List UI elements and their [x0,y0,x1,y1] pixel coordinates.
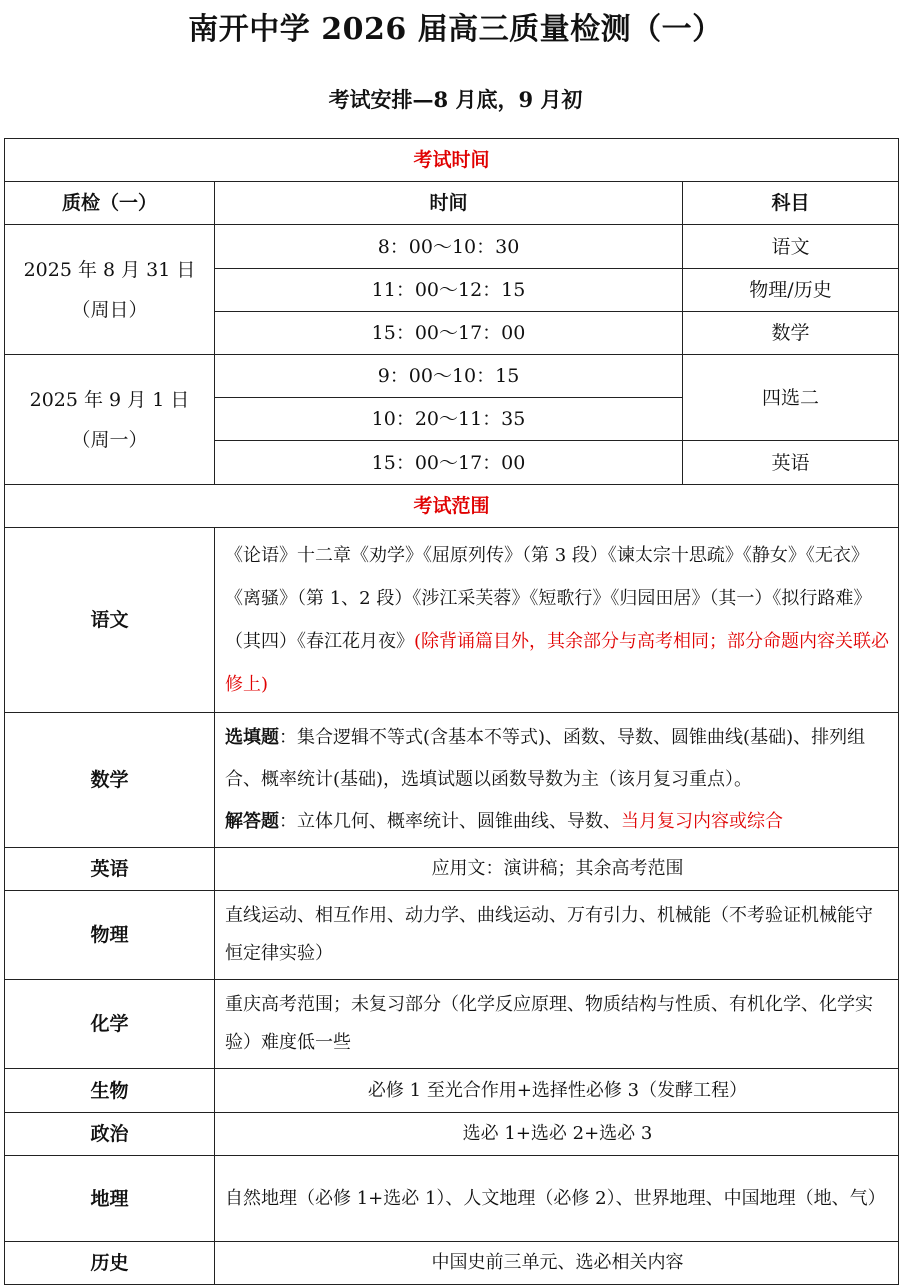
day1-slot2-time: 11：00～12：15 [215,269,683,312]
math-text-fill: ：集合逻辑不等式(含基本不等式)、函数、导数、圆锥曲线(基础)、排列组合、概率统计(基础)，选填试题以函数导数为主（该月复习重点）。 [225,727,866,790]
day2-date-cell [5,355,215,485]
scope-row-chemistry [5,980,899,1069]
scope-biology-content: 必修 1 至光合作用+选择性必修 3（发酵工程） [215,1069,899,1113]
subject-physics: 物理 [5,891,215,980]
day2-slot3-subject: 英语 [683,441,899,485]
column-header-row [5,182,899,225]
scope-row-politics [5,1113,899,1156]
math-label-answer: 解答题 [225,811,279,832]
exam-time-header-row [5,139,899,182]
day2-slot3-time: 15：00～17：00 [215,441,683,485]
scope-physics-content: 直线运动、相互作用、动力学、曲线运动、万有引力、机械能（不考验证机械能守恒定律实验） [215,891,899,980]
day2-weekday: （周一） [71,428,148,451]
math-label-fill: 选填题 [225,727,279,748]
day2-merged-subject: 四选二 [683,355,899,441]
scope-row-biology [5,1069,899,1113]
subject-math: 数学 [5,713,215,848]
day1-weekday: （周日） [71,298,148,321]
scope-row-history [5,1242,899,1285]
day1-slot2-subject: 物理/历史 [683,269,899,312]
subject-chinese: 语文 [5,528,215,713]
page-title: 南开中学 2026 届高三质量检测（一） [188,12,723,47]
exam-scope-header: 考试范围 [5,485,899,528]
scope-chemistry-content: 重庆高考范围；未复习部分（化学反应原理、物质结构与性质、有机化学、化学实验）难度低一些 [215,980,899,1069]
subject-chemistry: 化学 [5,980,215,1069]
scope-row-chinese [5,528,899,713]
column-header-subject: 科目 [683,182,899,225]
scope-history-content: 中国史前三单元、选必相关内容 [215,1242,899,1285]
subject-biology: 生物 [5,1069,215,1113]
column-header-exam: 质检（一） [5,182,215,225]
page-subtitle: 考试安排—8 月底，9 月初 [328,87,583,112]
scope-geography-content: 自然地理（必修 1+选必 1）、人文地理（必修 2）、世界地理、中国地理（地、气） [215,1156,899,1242]
scope-row-english [5,848,899,891]
subject-geography: 地理 [5,1156,215,1242]
exam-scope-header-row [5,485,899,528]
subject-history: 历史 [5,1242,215,1285]
scope-politics-content: 选必 1+选必 2+选必 3 [215,1113,899,1156]
exam-table [4,138,899,1285]
scope-english-content: 应用文：演讲稿；其余高考范围 [215,848,899,891]
day1-slot3-subject: 数学 [683,312,899,355]
schedule-row [5,225,899,269]
day1-slot1-subject: 语文 [683,225,899,269]
day1-slot3-time: 15：00～17：00 [215,312,683,355]
scope-math-content [215,713,899,848]
scope-chinese-text: 《论语》十二章《劝学》《屈原列传》（第 3 段）《谏太宗十思疏》《静女》《无衣》《离骚》（第 1、2 段）《涉江采芙蓉》《短歌行》《归园田居》（其一）《拟行路难》（其四）《春江花月夜》 [225,545,872,652]
schedule-row [5,355,899,398]
column-header-time: 时间 [215,182,683,225]
day1-date: 2025 年 8 月 31 日 [23,258,196,281]
subject-politics: 政治 [5,1113,215,1156]
scope-chinese-content [215,528,899,713]
scope-chinese-note: (除背诵篇目外，其余部分与高考相同；部分命题内容关联必修上) [225,631,890,695]
scope-row-geography [5,1156,899,1242]
day2-date: 2025 年 9 月 1 日 [29,388,190,411]
math-text-answer: ：立体几何、概率统计、圆锥曲线、导数、 [279,811,621,832]
math-note-answer: 当月复习内容或综合 [621,811,783,832]
day1-slot1-time: 8：00～10：30 [215,225,683,269]
day2-slot2-time: 10：20～11：35 [215,398,683,441]
scope-row-math [5,713,899,848]
exam-time-header: 考试时间 [5,139,899,182]
day2-slot1-time: 9：00～10：15 [215,355,683,398]
scope-row-physics [5,891,899,980]
subject-english: 英语 [5,848,215,891]
day1-date-cell [5,225,215,355]
